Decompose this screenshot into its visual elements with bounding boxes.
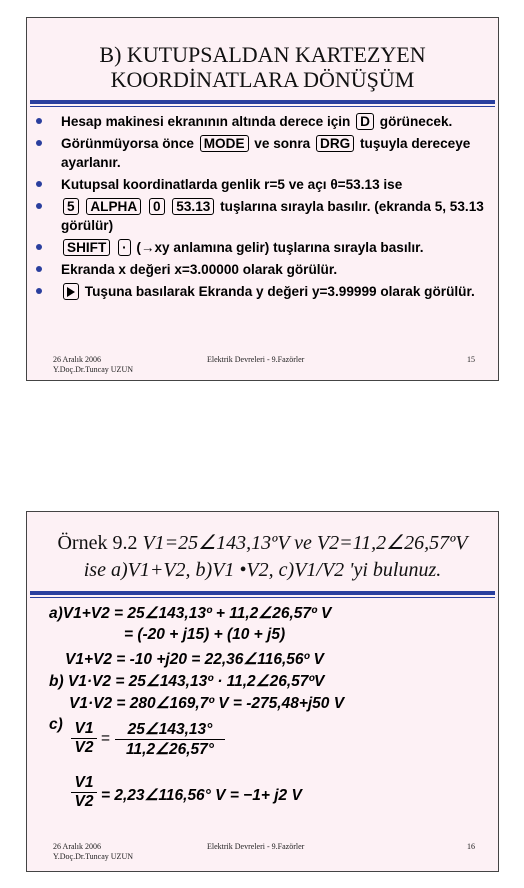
key-shift: SHIFT bbox=[63, 239, 110, 256]
footer-meta bbox=[53, 842, 133, 862]
solution-block bbox=[49, 604, 492, 844]
key-d: D bbox=[356, 113, 374, 130]
bullet-item: Görünmüyorsa önce MODE ve sonra DRG tuşuyla dereceye ayarlanır. bbox=[31, 134, 492, 172]
bullet-dot bbox=[36, 118, 42, 124]
fraction-v1-v2: V1 V2 bbox=[71, 720, 97, 757]
fraction-v1-v2-result: V1 V2 bbox=[71, 774, 97, 811]
slide-16 bbox=[26, 511, 499, 872]
key-mode: MODE bbox=[200, 135, 249, 152]
footer-date: 26 Aralık 2006 bbox=[53, 355, 101, 364]
title-line-1 bbox=[27, 530, 498, 557]
slide-15 bbox=[26, 17, 499, 381]
footer-date: 26 Aralık 2006 bbox=[53, 842, 101, 851]
key-drg: DRG bbox=[316, 135, 354, 152]
bullet-dot bbox=[36, 140, 42, 146]
slide-title bbox=[27, 530, 498, 584]
bullet-item: Tuşuna basılarak Ekranda y değeri y=3.99999 olarak görülür. bbox=[31, 282, 492, 301]
key-5: 5 bbox=[63, 198, 79, 215]
equals-sign: = bbox=[101, 730, 111, 747]
key-0: 0 bbox=[149, 198, 165, 215]
eq-a-line-1: a)V1+V2 = 25∠143,13º + 11,2∠26,57º V bbox=[49, 605, 332, 622]
bullet-list bbox=[31, 112, 492, 304]
eq-c-label: c) bbox=[49, 716, 63, 733]
bullet-dot bbox=[36, 181, 42, 187]
bullet-dot bbox=[36, 288, 42, 294]
bullet-item: Kutupsal koordinatlarda genlik r=5 ve açı θ=53.13 ise bbox=[31, 175, 492, 194]
footer-meta bbox=[53, 355, 133, 375]
eq-a-line-3: V1+V2 = -10 +j20 = 22,36∠116,56º V bbox=[65, 651, 324, 668]
page-number: 15 bbox=[467, 355, 475, 364]
footer-course: Elektrik Devreleri - 9.Fazörler bbox=[207, 355, 305, 364]
bullet-item: Hesap makinesi ekranının altında derece için D görünecek. bbox=[31, 112, 492, 131]
page-number: 16 bbox=[467, 842, 475, 851]
footer-author: Y.Doç.Dr.Tuncay UZUN bbox=[53, 365, 133, 374]
title-line-1: B) KUTUPSALDAN KARTEZYEN bbox=[99, 42, 426, 67]
key-dot: · bbox=[118, 239, 131, 256]
footer-author: Y.Doç.Dr.Tuncay UZUN bbox=[53, 852, 133, 861]
bullet-item: Ekranda x değeri x=3.00000 olarak görülür. bbox=[31, 260, 492, 279]
play-key-icon bbox=[63, 283, 79, 300]
key-alpha: ALPHA bbox=[86, 198, 141, 215]
title-divider bbox=[30, 591, 495, 598]
key-53-13: 53.13 bbox=[172, 198, 214, 215]
eq-b-line-1: b) V1·V2 = 25∠143,13º · 11,2∠26,57ºV bbox=[49, 673, 325, 690]
fraction-polar: 25∠143,13° 11,2∠26,57° bbox=[115, 720, 225, 759]
eq-c-result: = 2,23∠116,56° V = −1+ j2 V bbox=[101, 787, 302, 804]
bullet-dot bbox=[36, 203, 42, 209]
title-divider bbox=[30, 100, 495, 107]
eq-a-line-2: = (-20 + j15) + (10 + j5) bbox=[124, 626, 286, 643]
title-prefix: Örnek 9.2 bbox=[57, 532, 138, 554]
title-line-2: ise a)V1+V2, b)V1 •V2, c)V1/V2 'yi bulunuz. bbox=[83, 559, 442, 581]
slide-title bbox=[27, 42, 498, 92]
eq-b-line-2: V1·V2 = 280∠169,7º V = -275,48+j50 V bbox=[69, 695, 345, 712]
bullet-dot bbox=[36, 244, 42, 250]
title-line-1-rest: V1=25∠143,13ºV ve V2=11,2∠26,57ºV bbox=[142, 532, 468, 554]
title-line-2: KOORDİNATLARA DÖNÜŞÜM bbox=[110, 67, 415, 92]
bullet-dot bbox=[36, 266, 42, 272]
bullet-item: 5 ALPHA 0 53.13 tuşlarına sırayla basılır. (ekranda 5, 53.13 görülür) bbox=[31, 197, 492, 235]
bullet-item: SHIFT · (→xy anlamına gelir) tuşlarına sırayla basılır. bbox=[31, 238, 492, 257]
footer-course: Elektrik Devreleri - 9.Fazörler bbox=[207, 842, 305, 851]
